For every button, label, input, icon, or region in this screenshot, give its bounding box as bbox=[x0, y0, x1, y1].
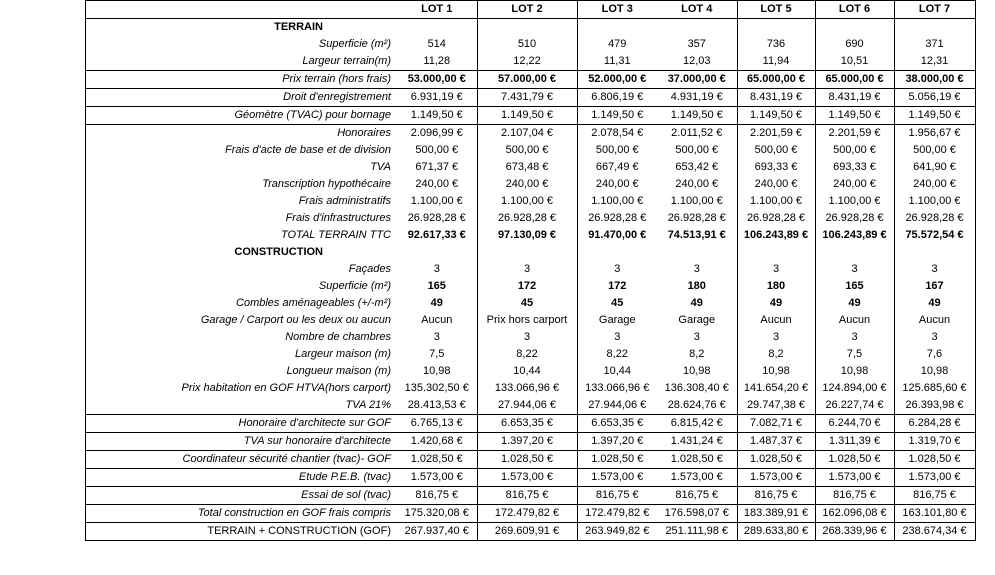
cell-lot-3: 240,00 € bbox=[577, 176, 657, 193]
cell-lot-2: 269.609,91 € bbox=[477, 523, 577, 541]
cell-lot-7: 1.573,00 € bbox=[894, 469, 975, 487]
row-label: Largeur maison (m) bbox=[295, 348, 391, 360]
cell-lot-6: 1.149,50 € bbox=[815, 107, 894, 125]
cell-lot-7: 75.572,54 € bbox=[894, 227, 975, 244]
cell-lot-5: 1.100,00 € bbox=[737, 193, 815, 210]
row-label: TVA sur honoraire d'architecte bbox=[86, 433, 398, 451]
cell-lot-1: 267.937,40 € bbox=[404, 525, 469, 537]
cell-lot-5: 1.573,00 € bbox=[737, 469, 815, 487]
cell-lot-3: 1.100,00 € bbox=[577, 193, 657, 210]
cell-lot-1: 240,00 € bbox=[415, 178, 459, 190]
cell-lot-3: 8,22 bbox=[577, 346, 657, 363]
cell-lot-6: 693,33 € bbox=[815, 159, 894, 176]
cell-lot-1: 816,75 € bbox=[397, 487, 477, 505]
cell-lot-2: 1.100,00 € bbox=[477, 193, 577, 210]
table-row bbox=[86, 89, 976, 107]
row-label: Frais d'infrastructures bbox=[285, 212, 391, 224]
cell-lot-3: 26.928,28 € bbox=[577, 210, 657, 227]
cell-lot-4: Garage bbox=[678, 314, 716, 326]
cell-lot-1: 165 bbox=[427, 280, 446, 292]
cell-lot-3: 479 bbox=[577, 36, 657, 53]
row-label: TVA 21% bbox=[86, 397, 398, 415]
cell-lot-4: 26.928,28 € bbox=[667, 212, 726, 224]
cell-lot-5: 289.633,80 € bbox=[737, 523, 815, 541]
cell-lot-2: 172.479,82 € bbox=[477, 505, 577, 523]
cell-lot-7: 6.284,28 € bbox=[894, 415, 975, 433]
cell-lot-5: 29.747,38 € bbox=[737, 397, 815, 415]
cell-lot-5: 240,00 € bbox=[737, 176, 815, 193]
row-label: Frais administratifs bbox=[298, 195, 391, 207]
row-label: TERRAIN bbox=[274, 21, 323, 33]
table-row bbox=[86, 329, 976, 346]
cell-lot-7: 5.056,19 € bbox=[894, 89, 975, 107]
cell-lot-6: 49 bbox=[815, 295, 894, 312]
cell-lot-6: 1.100,00 € bbox=[815, 193, 894, 210]
cell-lot-6: 2.201,59 € bbox=[815, 125, 894, 143]
cell-lot-5: 8.431,19 € bbox=[737, 89, 815, 107]
cell-lot-1: 514 bbox=[427, 38, 446, 50]
cell-lot-7: 12,31 bbox=[894, 53, 975, 71]
cell-lot-3: 1.397,20 € bbox=[577, 433, 657, 451]
row-label: Frais d'acte de base et de division bbox=[225, 144, 391, 156]
row-label: TERRAIN + CONSTRUCTION (GOF) bbox=[207, 525, 391, 537]
cell-lot-2: 27.944,06 € bbox=[477, 397, 577, 415]
table-row bbox=[86, 176, 976, 193]
cell-lot-1 bbox=[397, 244, 477, 261]
table-row bbox=[86, 53, 976, 71]
cell-lot-3: Garage bbox=[577, 312, 657, 329]
cell-lot-2: 2.107,04 € bbox=[477, 125, 577, 143]
row-label: Nombre de chambres bbox=[285, 331, 391, 343]
row-label: Droit d'enregistrement bbox=[86, 89, 398, 107]
section-row bbox=[86, 244, 976, 261]
row-label: TVA bbox=[370, 161, 391, 173]
table-body bbox=[86, 1, 976, 541]
row-label: CONSTRUCTION bbox=[234, 246, 323, 258]
cell-lot-2: 8,22 bbox=[477, 346, 577, 363]
cell-lot-5: 3 bbox=[737, 329, 815, 346]
cell-lot-6: 65.000,00 € bbox=[815, 71, 894, 89]
cell-lot-4: 2.011,52 € bbox=[671, 127, 723, 139]
cell-lot-3 bbox=[577, 19, 657, 37]
table-row bbox=[86, 487, 976, 505]
cell-lot-4 bbox=[657, 244, 737, 261]
cell-lot-6: 816,75 € bbox=[815, 487, 894, 505]
cell-lot-7: Aucun bbox=[894, 312, 975, 329]
cell-lot-4: 1.028,50 € bbox=[657, 451, 737, 469]
cell-lot-6: 162.096,08 € bbox=[815, 505, 894, 523]
cell-lot-1: 135.302,50 € bbox=[404, 382, 469, 394]
cell-lot-2: 1.397,20 € bbox=[477, 433, 577, 451]
cell-lot-1: 2.096,99 € bbox=[410, 127, 463, 139]
cell-lot-5: 26.928,28 € bbox=[737, 210, 815, 227]
cell-lot-3: 52.000,00 € bbox=[577, 71, 657, 89]
cell-lot-2: 510 bbox=[477, 36, 577, 53]
table-row bbox=[86, 469, 976, 487]
row-label: Superficie (m²) bbox=[318, 280, 391, 292]
row-label: Etude P.E.B. (tvac) bbox=[86, 469, 398, 487]
cell-lot-5 bbox=[737, 19, 815, 37]
cell-lot-2: 57.000,00 € bbox=[477, 71, 577, 89]
row-label: Total construction en GOF frais compris bbox=[86, 505, 398, 523]
cell-lot-4: 10,98 bbox=[682, 365, 711, 377]
cell-lot-3: 91.470,00 € bbox=[577, 227, 657, 244]
section-row bbox=[86, 19, 976, 37]
table-row bbox=[86, 107, 976, 125]
cell-lot-4: 49 bbox=[690, 297, 703, 309]
cell-lot-6 bbox=[815, 244, 894, 261]
cell-lot-6: 3 bbox=[815, 329, 894, 346]
cell-lot-2: 26.928,28 € bbox=[477, 210, 577, 227]
cell-lot-5: 10,98 bbox=[737, 363, 815, 380]
cell-lot-7: 240,00 € bbox=[894, 176, 975, 193]
cell-lot-1: 10,98 bbox=[422, 365, 451, 377]
cell-lot-6: 3 bbox=[815, 261, 894, 278]
cell-lot-7: 3 bbox=[894, 261, 975, 278]
table-row bbox=[86, 36, 976, 53]
header-row bbox=[86, 1, 976, 19]
table-row bbox=[86, 363, 976, 380]
cell-lot-3 bbox=[577, 244, 657, 261]
cell-lot-4: 6.815,42 € bbox=[657, 415, 737, 433]
cell-lot-7: 371 bbox=[894, 36, 975, 53]
cell-lot-5: 500,00 € bbox=[737, 142, 815, 159]
cell-lot-2: 12,22 bbox=[477, 53, 577, 71]
cell-lot-6: 7,5 bbox=[815, 346, 894, 363]
cell-lot-3: 10,44 bbox=[577, 363, 657, 380]
row-label: Largeur terrain(m) bbox=[86, 53, 398, 71]
cell-lot-2: 500,00 € bbox=[477, 142, 577, 159]
cell-lot-1: 49 bbox=[430, 297, 443, 309]
cell-lot-5: Aucun bbox=[737, 312, 815, 329]
column-header-lot-5: LOT 5 bbox=[737, 1, 815, 19]
cell-lot-4: 4.931,19 € bbox=[657, 89, 737, 107]
cell-lot-7: 1.956,67 € bbox=[894, 125, 975, 143]
cell-lot-5: 183.389,91 € bbox=[737, 505, 815, 523]
cell-lot-4: 1.573,00 € bbox=[657, 469, 737, 487]
cell-lot-2: 6.653,35 € bbox=[477, 415, 577, 433]
cell-lot-4: 12,03 bbox=[657, 53, 737, 71]
cell-lot-2: 3 bbox=[477, 329, 577, 346]
cell-lot-2: 7.431,79 € bbox=[477, 89, 577, 107]
cell-lot-5 bbox=[737, 244, 815, 261]
column-header-lot-7: LOT 7 bbox=[894, 1, 975, 19]
cell-lot-4: 1.100,00 € bbox=[670, 195, 723, 207]
cell-lot-1: 26.928,28 € bbox=[407, 212, 466, 224]
column-header-lot-4: LOT 4 bbox=[657, 1, 737, 19]
cell-lot-3: 500,00 € bbox=[577, 142, 657, 159]
column-header-lot-3: LOT 3 bbox=[577, 1, 657, 19]
table-row bbox=[86, 261, 976, 278]
cell-lot-3: 263.949,82 € bbox=[577, 523, 657, 541]
cell-lot-3: 1.028,50 € bbox=[577, 451, 657, 469]
row-label: Garage / Carport ou les deux ou aucun bbox=[200, 314, 391, 326]
cell-lot-3: 11,31 bbox=[577, 53, 657, 71]
cell-lot-1: 28.413,53 € bbox=[397, 397, 477, 415]
row-label: Honoraires bbox=[337, 127, 391, 139]
cell-lot-5: 106.243,89 € bbox=[737, 227, 815, 244]
cell-lot-1: 671,37 € bbox=[415, 161, 459, 173]
cell-lot-1: 7,5 bbox=[429, 348, 445, 360]
cell-lot-1: 3 bbox=[433, 263, 440, 275]
cell-lot-2: 3 bbox=[477, 261, 577, 278]
table-row bbox=[86, 142, 976, 159]
cell-lot-4: 180 bbox=[687, 280, 706, 292]
cell-lot-2 bbox=[477, 244, 577, 261]
row-label: Géomètre (TVAC) pour bornage bbox=[86, 107, 398, 125]
cell-lot-3: 172 bbox=[577, 278, 657, 295]
table-row bbox=[86, 433, 976, 451]
cell-lot-1: 92.617,33 € bbox=[407, 229, 466, 241]
table-row bbox=[86, 210, 976, 227]
cell-lot-7: 49 bbox=[894, 295, 975, 312]
cell-lot-6: 500,00 € bbox=[815, 142, 894, 159]
cell-lot-6: 8.431,19 € bbox=[815, 89, 894, 107]
cell-lot-5: 8,2 bbox=[737, 346, 815, 363]
cell-lot-5: 736 bbox=[737, 36, 815, 53]
cell-lot-2: 240,00 € bbox=[477, 176, 577, 193]
cell-lot-1: 1.028,50 € bbox=[397, 451, 477, 469]
cell-lot-4: 28.624,76 € bbox=[657, 397, 737, 415]
row-label: Longueur maison (m) bbox=[286, 365, 391, 377]
cell-lot-3: 6.806,19 € bbox=[577, 89, 657, 107]
cell-lot-2: 1.028,50 € bbox=[477, 451, 577, 469]
cell-lot-4: 37.000,00 € bbox=[657, 71, 737, 89]
row-label: Essai de sol (tvac) bbox=[86, 487, 398, 505]
cell-lot-4: 176.598,07 € bbox=[657, 505, 737, 523]
cell-lot-2: 133.066,96 € bbox=[477, 380, 577, 397]
cell-lot-3: 133.066,96 € bbox=[577, 380, 657, 397]
cell-lot-6: 268.339,96 € bbox=[815, 523, 894, 541]
cell-lot-6: 240,00 € bbox=[815, 176, 894, 193]
cell-lot-1: 6.931,19 € bbox=[397, 89, 477, 107]
cell-lot-3: 3 bbox=[577, 261, 657, 278]
cell-lot-7: 26.393,98 € bbox=[894, 397, 975, 415]
cell-lot-4: 816,75 € bbox=[657, 487, 737, 505]
cell-lot-1: 1.573,00 € bbox=[397, 469, 477, 487]
cell-lot-1: 175.320,08 € bbox=[397, 505, 477, 523]
table-row bbox=[86, 193, 976, 210]
cell-lot-2: Prix hors carport bbox=[477, 312, 577, 329]
cell-lot-5: 7.082,71 € bbox=[737, 415, 815, 433]
cell-lot-4: 1.149,50 € bbox=[657, 107, 737, 125]
cell-lot-1: 3 bbox=[433, 331, 440, 343]
cell-lot-6: 1.311,39 € bbox=[815, 433, 894, 451]
cell-lot-7: 167 bbox=[894, 278, 975, 295]
cell-lot-3: 2.078,54 € bbox=[577, 125, 657, 143]
cell-lot-4: 3 bbox=[693, 331, 700, 343]
cell-lot-7: 816,75 € bbox=[894, 487, 975, 505]
cell-lot-4: 1.431,24 € bbox=[657, 433, 737, 451]
cell-lot-1: 6.765,13 € bbox=[397, 415, 477, 433]
cell-lot-7: 238.674,34 € bbox=[894, 523, 975, 541]
cell-lot-7 bbox=[894, 244, 975, 261]
cell-lot-1: 1.100,00 € bbox=[410, 195, 463, 207]
cell-lot-6: 124.894,00 € bbox=[815, 380, 894, 397]
cell-lot-7: 3 bbox=[894, 329, 975, 346]
row-label: TOTAL TERRAIN TTC bbox=[280, 229, 391, 241]
cell-lot-5: 1.149,50 € bbox=[737, 107, 815, 125]
cell-lot-7: 10,98 bbox=[894, 363, 975, 380]
cell-lot-6: 106.243,89 € bbox=[815, 227, 894, 244]
table-row bbox=[86, 505, 976, 523]
column-header-lot-1: LOT 1 bbox=[397, 1, 477, 19]
row-label: Superficie (m²) bbox=[318, 38, 391, 50]
cell-lot-5: 49 bbox=[737, 295, 815, 312]
table-row bbox=[86, 380, 976, 397]
table-row bbox=[86, 397, 976, 415]
cell-lot-6: 26.227,74 € bbox=[815, 397, 894, 415]
cell-lot-5: 1.487,37 € bbox=[737, 433, 815, 451]
cell-lot-4: 357 bbox=[687, 38, 706, 50]
table-row bbox=[86, 346, 976, 363]
cell-lot-4: 74.513,91 € bbox=[667, 229, 726, 241]
cell-lot-4: 136.308,40 € bbox=[664, 382, 729, 394]
cell-lot-1: Aucun bbox=[421, 314, 453, 326]
cell-lot-5: 11,94 bbox=[737, 53, 815, 71]
cell-lot-5: 2.201,59 € bbox=[737, 125, 815, 143]
cell-lot-2: 816,75 € bbox=[477, 487, 577, 505]
cell-lot-6: 1.028,50 € bbox=[815, 451, 894, 469]
row-label: Combles aménageables (+/-m²) bbox=[236, 297, 391, 309]
cell-lot-6: 690 bbox=[815, 36, 894, 53]
cell-lot-7: 38.000,00 € bbox=[894, 71, 975, 89]
column-header-lot-2: LOT 2 bbox=[477, 1, 577, 19]
cell-lot-2: 673,48 € bbox=[477, 159, 577, 176]
cell-lot-7: 500,00 € bbox=[894, 142, 975, 159]
row-label: Coordinateur sécurité chantier (tvac)- GOF bbox=[86, 451, 398, 469]
cell-lot-6: 26.928,28 € bbox=[815, 210, 894, 227]
cell-lot-5: 693,33 € bbox=[737, 159, 815, 176]
cell-lot-5: 65.000,00 € bbox=[737, 71, 815, 89]
cell-lot-1: 11,28 bbox=[397, 53, 477, 71]
cell-lot-2: 1.573,00 € bbox=[477, 469, 577, 487]
cell-lot-7: 1.319,70 € bbox=[894, 433, 975, 451]
cost-comparison-table bbox=[85, 0, 976, 541]
cell-lot-3: 3 bbox=[577, 329, 657, 346]
cell-lot-3: 1.573,00 € bbox=[577, 469, 657, 487]
cell-lot-6: 1.573,00 € bbox=[815, 469, 894, 487]
column-header-lot-6: LOT 6 bbox=[815, 1, 894, 19]
cell-lot-3: 816,75 € bbox=[577, 487, 657, 505]
cell-lot-1: 1.420,68 € bbox=[397, 433, 477, 451]
table-row bbox=[86, 278, 976, 295]
cell-lot-3: 172.479,82 € bbox=[577, 505, 657, 523]
table-row bbox=[86, 312, 976, 329]
cell-lot-6: 10,98 bbox=[815, 363, 894, 380]
cell-lot-5: 816,75 € bbox=[737, 487, 815, 505]
cell-lot-4: 251.111,98 € bbox=[665, 525, 729, 537]
cell-lot-3: 27.944,06 € bbox=[577, 397, 657, 415]
cell-lot-2: 10,44 bbox=[477, 363, 577, 380]
cell-lot-5: 1.028,50 € bbox=[737, 451, 815, 469]
table-row bbox=[86, 71, 976, 89]
table-row bbox=[86, 159, 976, 176]
cell-lot-2 bbox=[477, 19, 577, 37]
cell-lot-7 bbox=[894, 19, 975, 37]
cell-lot-4: 653,42 € bbox=[675, 161, 719, 173]
cell-lot-4 bbox=[657, 19, 737, 37]
cell-lot-5: 141.654,20 € bbox=[737, 380, 815, 397]
cell-lot-1: 500,00 € bbox=[415, 144, 459, 156]
cell-lot-6: 6.244,70 € bbox=[815, 415, 894, 433]
table-row bbox=[86, 295, 976, 312]
header-corner bbox=[86, 1, 398, 19]
table-row bbox=[86, 415, 976, 433]
cell-lot-4: 8,2 bbox=[689, 348, 705, 360]
cell-lot-2: 45 bbox=[477, 295, 577, 312]
cell-lot-3: 1.149,50 € bbox=[577, 107, 657, 125]
cell-lot-1: 53.000,00 € bbox=[397, 71, 477, 89]
cell-lot-4: 240,00 € bbox=[675, 178, 719, 190]
cell-lot-6 bbox=[815, 19, 894, 37]
cell-lot-7: 26.928,28 € bbox=[894, 210, 975, 227]
cell-lot-3: 6.653,35 € bbox=[577, 415, 657, 433]
cell-lot-6: Aucun bbox=[815, 312, 894, 329]
cell-lot-7: 641,90 € bbox=[894, 159, 975, 176]
cell-lot-3: 667,49 € bbox=[577, 159, 657, 176]
cell-lot-4: 3 bbox=[693, 263, 700, 275]
cell-lot-5: 180 bbox=[737, 278, 815, 295]
cell-lot-7: 163.101,80 € bbox=[894, 505, 975, 523]
cell-lot-7: 125.685,60 € bbox=[894, 380, 975, 397]
row-label: Transcription hypothécaire bbox=[262, 178, 391, 190]
cell-lot-4: 500,00 € bbox=[675, 144, 719, 156]
cell-lot-5: 3 bbox=[737, 261, 815, 278]
cell-lot-1 bbox=[397, 19, 477, 37]
row-label: Honoraire d'architecte sur GOF bbox=[86, 415, 398, 433]
table-row bbox=[86, 125, 976, 143]
cell-lot-2: 1.149,50 € bbox=[477, 107, 577, 125]
row-label: Prix terrain (hors frais) bbox=[86, 71, 398, 89]
cell-lot-2: 97.130,09 € bbox=[477, 227, 577, 244]
table-row bbox=[86, 227, 976, 244]
cell-lot-6: 10,51 bbox=[815, 53, 894, 71]
cell-lot-6: 165 bbox=[815, 278, 894, 295]
cell-lot-7: 1.100,00 € bbox=[894, 193, 975, 210]
cell-lot-7: 1.028,50 € bbox=[894, 451, 975, 469]
row-label: Façades bbox=[348, 263, 391, 275]
table-row bbox=[86, 523, 976, 541]
cell-lot-3: 45 bbox=[577, 295, 657, 312]
row-label: Prix habitation en GOF HTVA(hors carport) bbox=[181, 382, 391, 394]
cell-lot-7: 1.149,50 € bbox=[894, 107, 975, 125]
cell-lot-7: 7,6 bbox=[894, 346, 975, 363]
cell-lot-2: 172 bbox=[477, 278, 577, 295]
table-row bbox=[86, 451, 976, 469]
cell-lot-1: 1.149,50 € bbox=[397, 107, 477, 125]
